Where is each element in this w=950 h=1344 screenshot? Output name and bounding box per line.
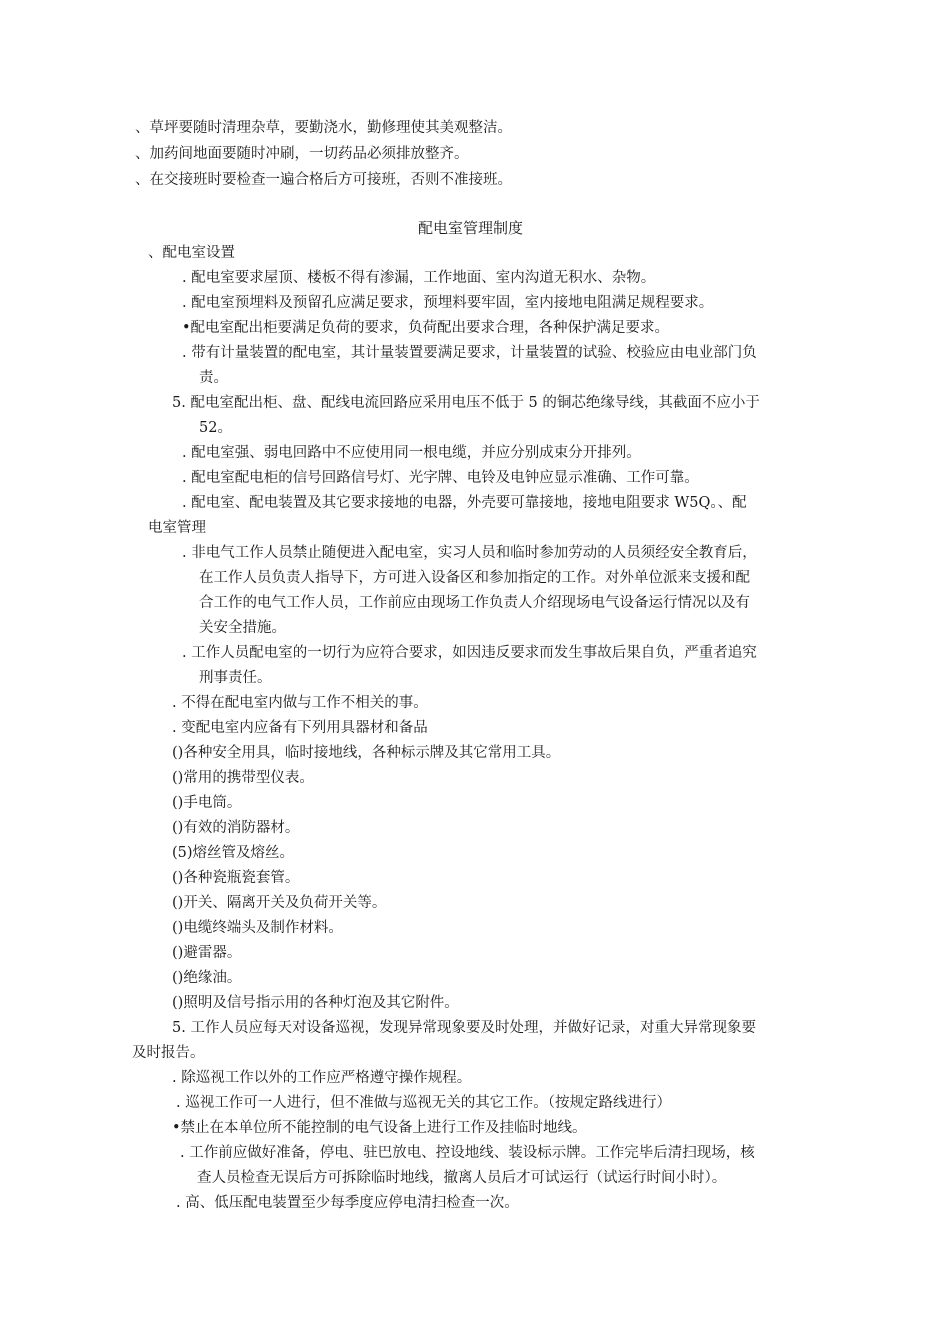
list-item: ()各种瓷瓶瓷套管。 xyxy=(172,870,300,886)
text-line: . 巡视工作可一人进行，但不准做与巡视无关的其它工作。（按规定路线进行） xyxy=(176,1095,671,1111)
text-line: 、在交接班时要检查一遍合格后方可接班，否则不准接班。 xyxy=(135,172,512,188)
text-line: . 高、低压配电装置至少每季度应停电清扫检查一次。 xyxy=(176,1195,519,1211)
text-line: 、草坪要随时清理杂草，要勤浇水，勤修理使其美观整洁。 xyxy=(135,120,512,136)
text-line: . 非电气工作人员禁止随便进入配电室，实习人员和临时参加劳动的人员须经安全教育后， xyxy=(182,545,757,561)
text-line: . 工作前应做好准备，停电、驻巴放电、控设地线、装设标示牌。工作完毕后清扫现场，核 xyxy=(180,1145,755,1161)
list-item: ()有效的消防器材。 xyxy=(172,820,300,836)
text-line: . 配电室强、弱电回路中不应使用同一根电缆，并应分别成束分开排列。 xyxy=(182,445,641,461)
text-line: . 工作人员配电室的一切行为应符合要求，如因违反要求而发生事故后果自负，严重者追究 xyxy=(182,645,757,661)
text-line: •配电室配出柜要满足负荷的要求，负荷配出要求合理，各种保护满足要求。 xyxy=(182,320,670,336)
text-line: . 除巡视工作以外的工作应严格遵守操作规程。 xyxy=(172,1070,472,1086)
text-line: 5. 配电室配出柜、盘、配线电流回路应采用电压不低于 5 的铜芯绝缘导线，其截面不应小于 xyxy=(172,395,760,411)
section-heading: 、配电室设置 xyxy=(148,245,235,261)
list-item: ()照明及信号指示用的各种灯泡及其它附件。 xyxy=(172,995,459,1011)
text-line: 5. 工作人员应每天对设备巡视，发现异常现象要及时处理，并做好记录，对重大异常现象要 xyxy=(172,1020,756,1036)
list-item: ()绝缘油。 xyxy=(172,970,242,986)
list-item: (5)熔丝管及熔丝。 xyxy=(172,845,295,861)
list-item: ()电缆终端头及制作材料。 xyxy=(172,920,343,936)
text-line: 关安全措施。 xyxy=(199,620,286,636)
list-item: ()常用的携带型仪表。 xyxy=(172,770,314,786)
text-line: 52。 xyxy=(199,420,232,436)
section-heading: 电室管理 xyxy=(148,520,206,536)
text-line: 及时报告。 xyxy=(132,1045,205,1061)
list-item: ()避雷器。 xyxy=(172,945,242,961)
text-line: •禁止在本单位所不能控制的电气设备上进行工作及挂临时地线。 xyxy=(172,1120,587,1136)
text-line: 合工作的电气工作人员，工作前应由现场工作负责人介绍现场电气设备运行情况以及有 xyxy=(199,595,750,611)
text-line: . 变配电室内应备有下列用具器材和备品 xyxy=(172,720,428,736)
text-line: 查人员检查无误后方可拆除临时地线，撤离人员后才可试运行（试运行时间小时）。 xyxy=(197,1170,727,1186)
text-line: . 配电室配电柜的信号回路信号灯、光字牌、电铃及电钟应显示准确、工作可靠。 xyxy=(182,470,699,486)
text-line: . 带有计量装置的配电室，其计量装置要满足要求，计量装置的试验、校验应由电业部门负 xyxy=(182,345,757,361)
list-item: ()手电筒。 xyxy=(172,795,242,811)
list-item: ()开关、隔离开关及负荷开关等。 xyxy=(172,895,387,911)
text-line: . 配电室、配电装置及其它要求接地的电器，外壳要可靠接地，接地电阻要求 W5Q。、配 xyxy=(182,495,747,511)
text-line: 在工作人员负责人指导下，方可进入设备区和参加指定的工作。对外单位派来支援和配 xyxy=(199,570,750,586)
text-line: 、加药间地面要随时冲刷，一切药品必须排放整齐。 xyxy=(135,146,469,162)
section-title: 配电室管理制度 xyxy=(418,219,524,237)
text-line: . 配电室要求屋顶、楼板不得有渗漏，工作地面、室内沟道无积水、杂物。 xyxy=(182,270,656,286)
text-line: 刑事责任。 xyxy=(199,670,272,686)
text-line: . 不得在配电室内做与工作不相关的事。 xyxy=(172,695,428,711)
text-line: . 配电室预埋料及预留孔应满足要求，预埋料要牢固，室内接地电阻满足规程要求。 xyxy=(182,295,714,311)
list-item: ()各种安全用具，临时接地线，各种标示牌及其它常用工具。 xyxy=(172,745,561,761)
text-line: 责。 xyxy=(199,370,228,386)
